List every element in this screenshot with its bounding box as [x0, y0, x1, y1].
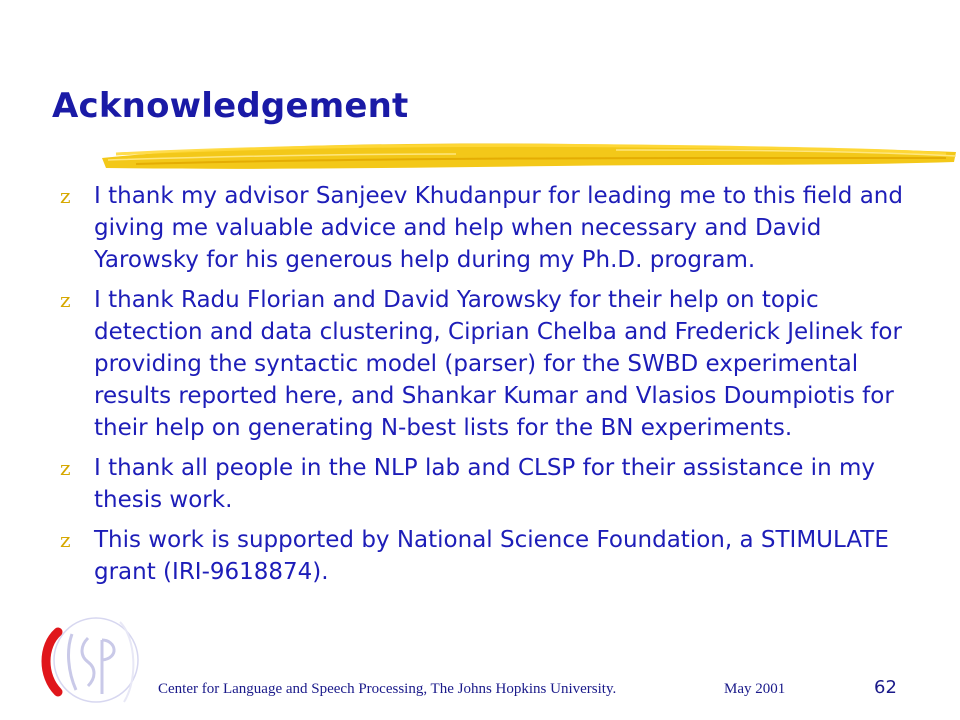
bullet-list — [60, 180, 920, 596]
z-bullet-icon: z — [60, 288, 71, 312]
footer-date: May 2001 — [724, 681, 786, 697]
list-item — [60, 284, 920, 444]
z-bullet-icon: z — [60, 528, 71, 552]
clsp-logo-icon — [36, 610, 146, 710]
slide-title: Acknowledgement — [52, 86, 409, 126]
list-item — [60, 524, 920, 588]
list-item — [60, 452, 920, 516]
footer-organization: Center for Language and Speech Processing, The Johns Hopkins University. — [158, 681, 617, 697]
z-bullet-icon: z — [60, 184, 71, 208]
title-underline-brushstroke — [96, 136, 960, 176]
bullet-text: I thank all people in the NLP lab and CLSP for their assistance in my thesis work. — [94, 455, 875, 513]
bullet-text: I thank Radu Florian and David Yarowsky for their help on topic detection and data clustering, Ciprian Chelba and Frederick Jelinek for providing the syntactic model (parser) for the SWBD experimental results reported here, and Shankar Kumar and Vlasios Doumpiotis for their help on generating N-best lists for the BN experiments. — [94, 287, 902, 441]
page-number: 62 — [874, 677, 897, 698]
bullet-text: I thank my advisor Sanjeev Khudanpur for leading me to this field and giving me valuable advice and help when necessary and David Yarowsky for his generous help during my Ph.D. program. — [94, 183, 903, 273]
bullet-text: This work is supported by National Science Foundation, a STIMULATE grant (IRI-9618874). — [94, 527, 889, 585]
z-bullet-icon: z — [60, 456, 71, 480]
list-item — [60, 180, 920, 276]
